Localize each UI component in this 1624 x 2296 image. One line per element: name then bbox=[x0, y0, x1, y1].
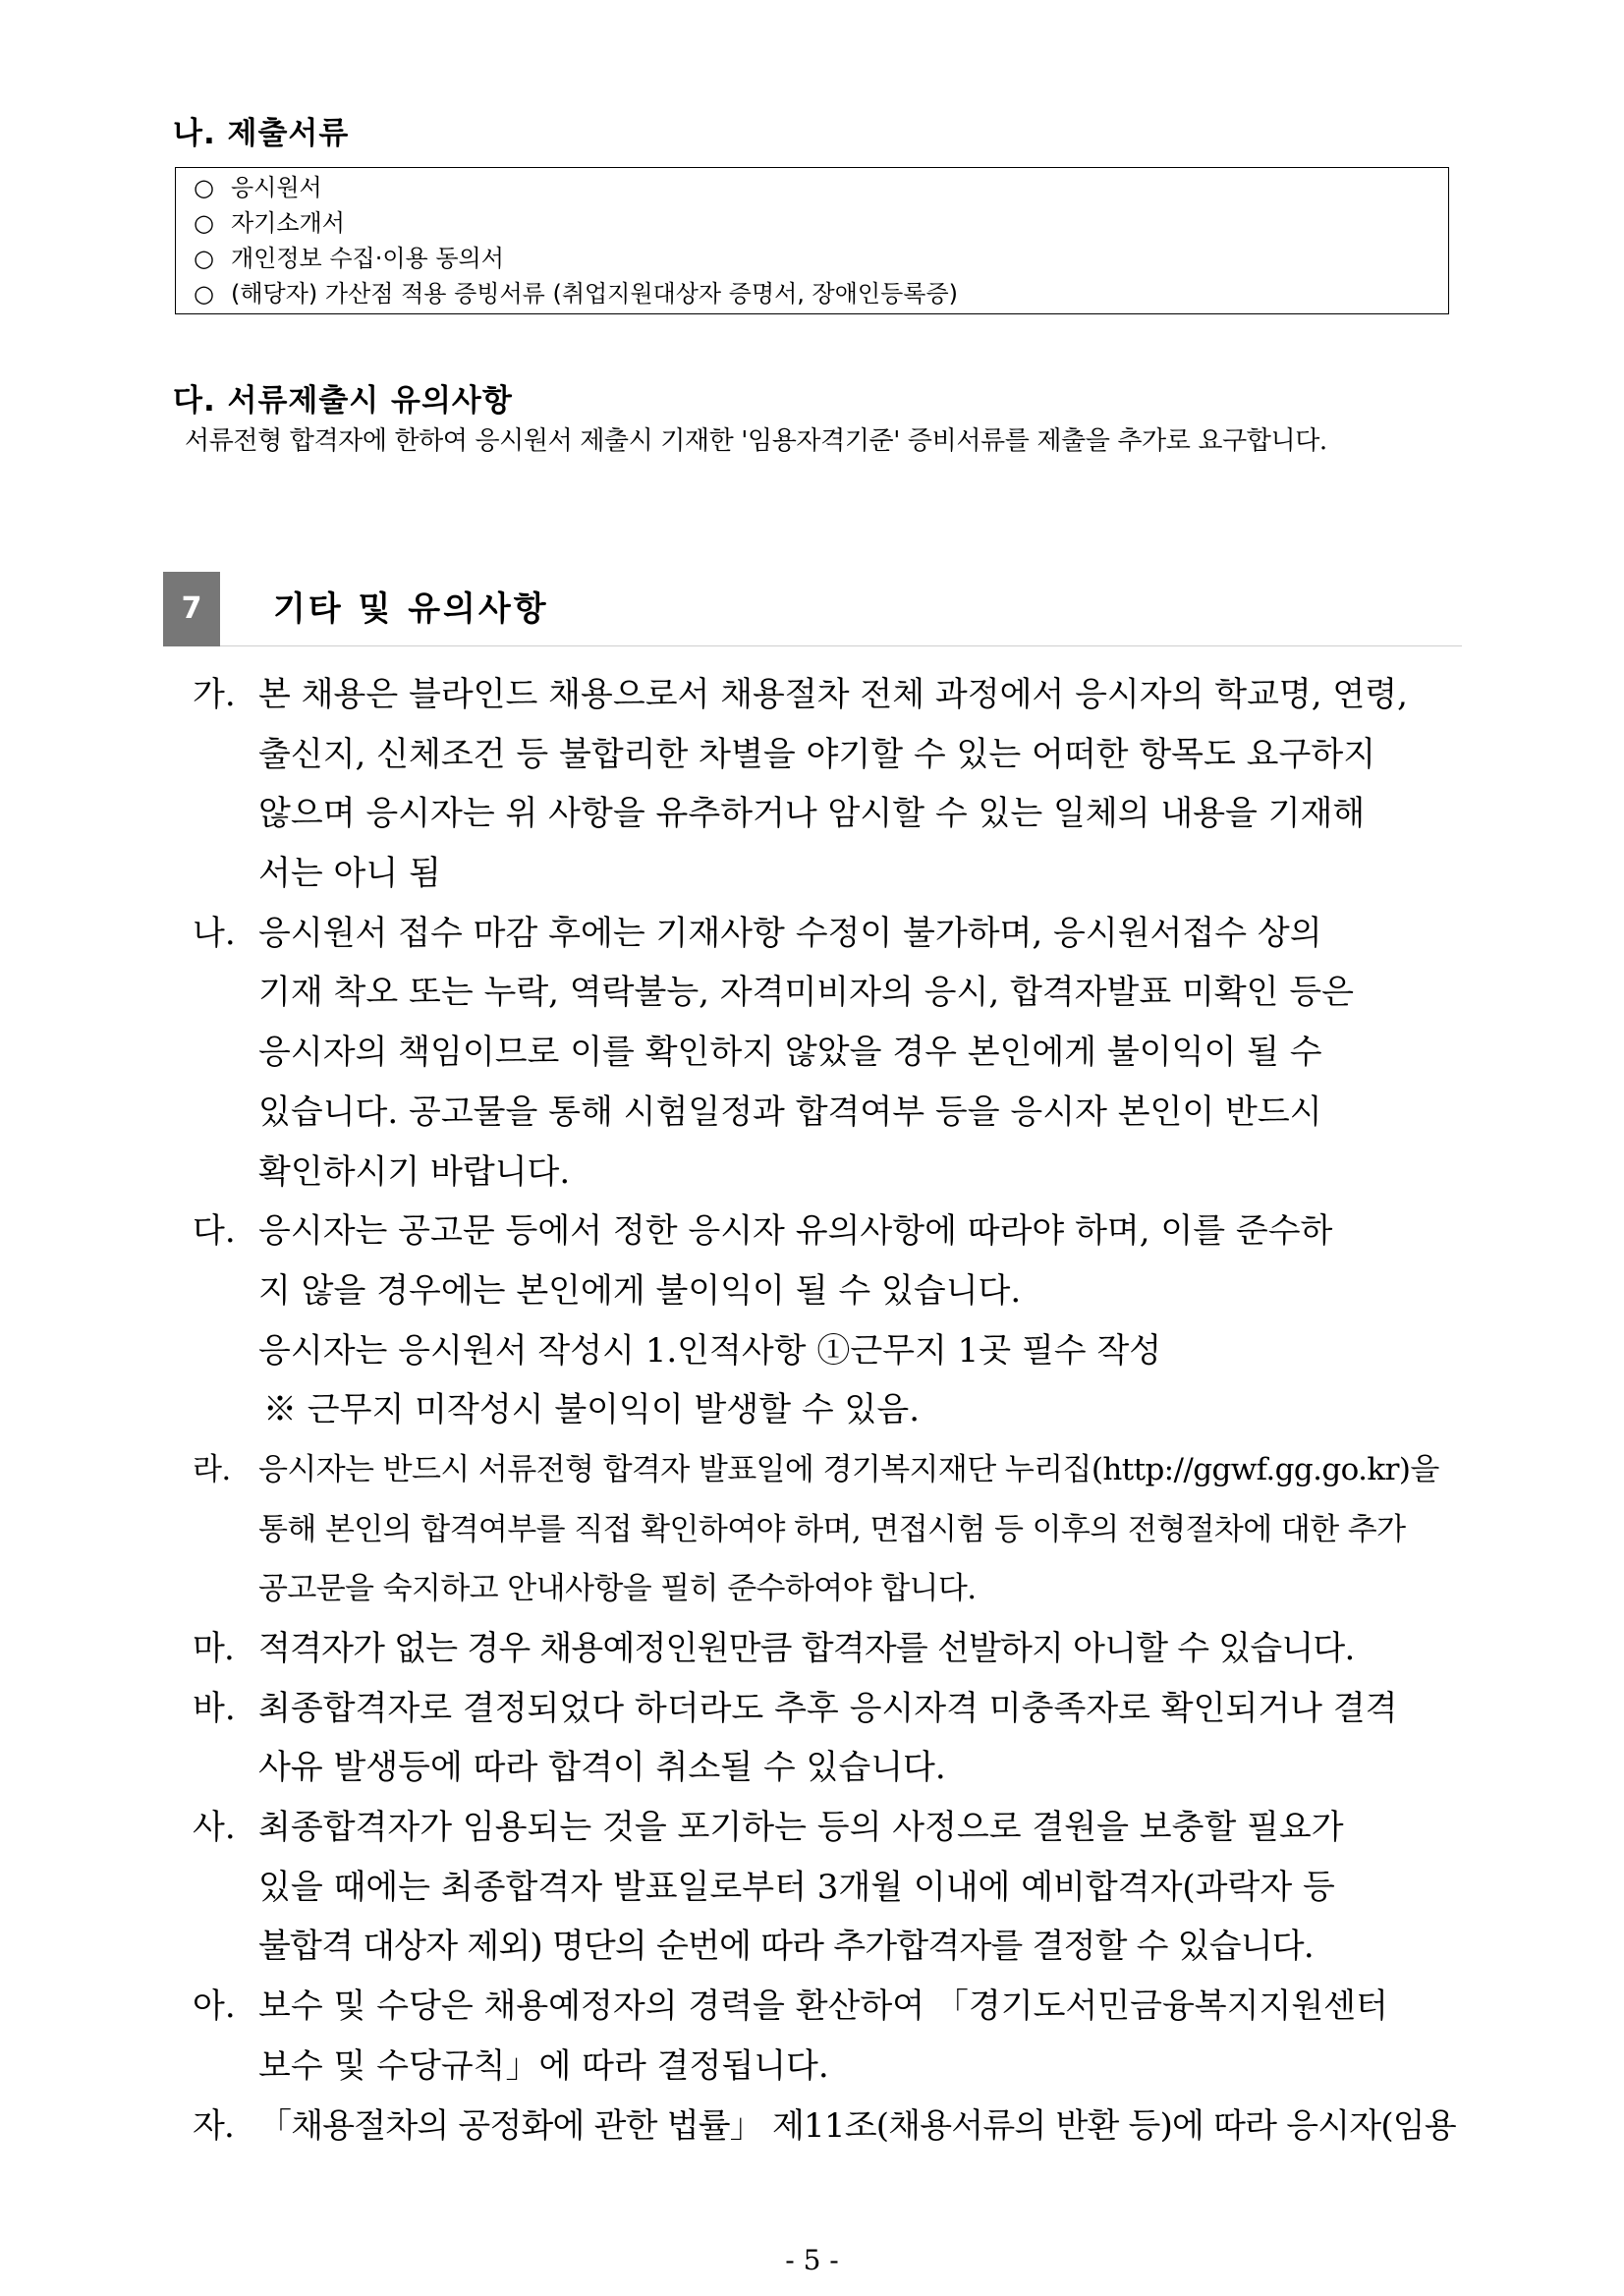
list-item: 자. 「채용절차의 공정화에 관한 법률」 제11조(채용서류의 반환 등)에 따라 응시자(임용 bbox=[193, 2097, 1480, 2156]
item-marker: 사. bbox=[193, 1808, 236, 1848]
item-marker: 바. bbox=[193, 1688, 236, 1728]
list-item-continuation: 않으며 응시자는 위 사항을 유추하거나 암시할 수 있는 일체의 내용을 기재해 bbox=[258, 794, 1366, 834]
item-marker: 라. bbox=[193, 1451, 231, 1487]
list-item: 나. 응시원서 접수 마감 후에는 기재사항 수정이 불가하며, 응시원서접수 상의 bbox=[193, 904, 1480, 964]
list-item: 바. 최종합격자로 결정되었다 하더라도 추후 응시자격 미충족자로 확인되거나 결격 bbox=[193, 1679, 1480, 1739]
list-item-continuation: 응시자는 응시원서 작성시 1.인적사항 ①근무지 1곳 필수 작성 bbox=[258, 1330, 1162, 1371]
circle-bullet-icon: ○ bbox=[194, 174, 214, 201]
submission-docs-heading: 나. 제출서류 bbox=[173, 116, 350, 151]
circle-bullet-icon: ○ bbox=[194, 280, 214, 308]
item-marker: 다. bbox=[193, 1211, 236, 1252]
list-item-continuation: 사유 발생등에 따라 합격이 취소될 수 있습니다. bbox=[258, 1748, 946, 1788]
list-item: 다. 응시자는 공고문 등에서 정한 응시자 유의사항에 따라야 하며, 이를 준수하 bbox=[193, 1202, 1480, 1261]
item-marker: 나. bbox=[193, 913, 236, 953]
list-item-continuation: 있습니다. 공고물을 통해 시험일정과 합격여부 등을 응시자 본인이 반드시 bbox=[258, 1092, 1322, 1132]
doc-item: ○ (해당자) 가산점 적용 증빙서류 (취업지원대상자 증명서, 장애인등록증) bbox=[194, 276, 1448, 311]
list-item-note: ※ 근무지 미작성시 불이익이 발생할 수 있음. bbox=[263, 1390, 920, 1430]
list-item: 사. 최종합격자가 임용되는 것을 포기하는 등의 사정으로 결원을 보충할 필요가 bbox=[193, 1798, 1480, 1858]
item-marker: 마. bbox=[193, 1629, 235, 1668]
list-item-continuation: 확인하시기 바랍니다. bbox=[258, 1151, 571, 1192]
section-number: 7 bbox=[163, 572, 220, 646]
list-item-continuation: 기재 착오 또는 누락, 역락불능, 자격미비자의 응시, 합격자발표 미확인 등은 bbox=[258, 973, 1355, 1013]
list-item-continuation: 서는 아니 됨 bbox=[258, 854, 441, 894]
list-item-continuation: 보수 및 수당규칙」에 따라 결정됩니다. bbox=[258, 2045, 829, 2086]
list-item-continuation: 지 않을 경우에는 본인에게 불이익이 될 수 있습니다. bbox=[258, 1270, 1022, 1311]
notice-heading: 다. 서류제출시 유의사항 bbox=[173, 383, 513, 419]
item-marker: 아. bbox=[193, 1987, 236, 2027]
circle-bullet-icon: ○ bbox=[194, 209, 214, 237]
list-item: 아. 보수 및 수당은 채용예정자의 경력을 환산하여 「경기도서민금융복지지원센터 bbox=[193, 1977, 1480, 2037]
section-divider bbox=[220, 645, 1462, 646]
list-item: 가. 본 채용은 블라인드 채용으로서 채용절차 전체 과정에서 응시자의 학교명, 연령, bbox=[193, 665, 1480, 725]
list-item-continuation: 공고문을 숙지하고 안내사항을 필히 준수하여야 합니다. bbox=[258, 1571, 977, 1607]
submission-docs-box bbox=[175, 167, 1449, 314]
list-item-continuation: 응시자의 책임이므로 이를 확인하지 않았을 경우 본인에게 불이익이 될 수 bbox=[258, 1033, 1322, 1073]
section-title: 기타 및 유의사항 bbox=[273, 589, 549, 629]
list-item-continuation: 있을 때에는 최종합격자 발표일로부터 3개월 이내에 예비합격자(과락자 등 bbox=[258, 1867, 1335, 1907]
page-number: - 5 - bbox=[785, 2244, 839, 2276]
notice-text: 서류전형 합격자에 한하여 응시원서 제출시 기재한 '임용자격기준' 증비서류를 제출을 추가로 요구합니다. bbox=[185, 426, 1327, 456]
circle-bullet-icon: ○ bbox=[194, 245, 214, 272]
notice-items bbox=[193, 665, 1480, 2156]
list-item-continuation: 통해 본인의 합격여부를 직접 확인하여야 하며, 면접시험 등 이후의 전형절차에 대한 추가 bbox=[258, 1511, 1406, 1547]
doc-item: ○ 응시원서 bbox=[194, 170, 1448, 205]
doc-item: ○ 개인정보 수집·이용 동의서 bbox=[194, 241, 1448, 276]
section-header bbox=[163, 572, 1462, 646]
list-item-continuation: 출신지, 신체조건 등 불합리한 차별을 야기할 수 있는 어떠한 항목도 요구하지 bbox=[258, 734, 1376, 774]
item-marker: 가. bbox=[193, 675, 236, 714]
list-item-continuation: 불합격 대상자 제외) 명단의 순번에 따라 추가합격자를 결정할 수 있습니다. bbox=[258, 1927, 1314, 1967]
doc-item: ○ 자기소개서 bbox=[194, 205, 1448, 241]
item-marker: 자. bbox=[193, 2105, 235, 2146]
list-item: 라. 응시자는 반드시 서류전형 합격자 발표일에 경기복지재단 누리집(http://ggwf.gg.go.kr)을 bbox=[193, 1440, 1480, 1500]
list-item: 마. 적격자가 없는 경우 채용예정인원만큼 합격자를 선발하지 아니할 수 있습니다. bbox=[193, 1619, 1480, 1679]
